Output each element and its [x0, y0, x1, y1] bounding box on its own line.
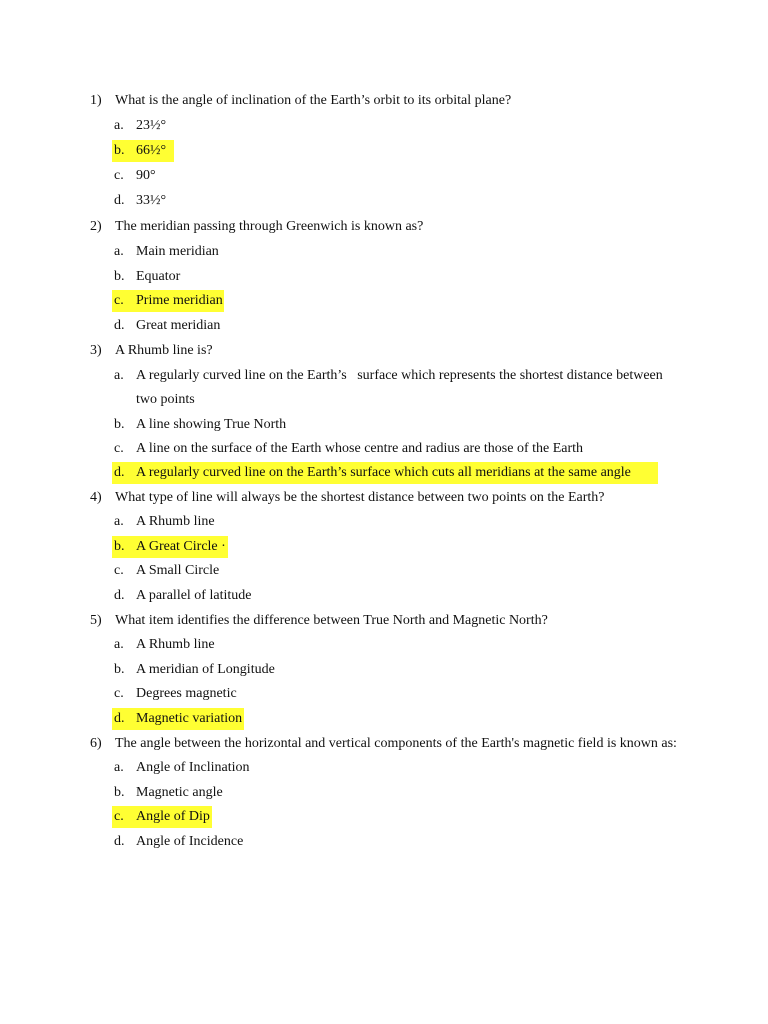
- question-1-option-b-correct: [112, 140, 174, 162]
- question-1-option-d: [114, 190, 194, 212]
- option-letter: b.: [114, 417, 125, 432]
- option-letter: b.: [114, 785, 125, 800]
- option-letter: a.: [114, 637, 124, 652]
- option-letter: b.: [114, 539, 125, 554]
- question-text: The meridian passing through Greenwich is known as?: [115, 219, 424, 234]
- option-letter: b.: [114, 269, 125, 284]
- option-letter: c.: [114, 686, 124, 701]
- option-text: A line showing True North: [136, 417, 287, 432]
- option-letter: c.: [114, 168, 124, 183]
- option-letter: d.: [114, 834, 125, 849]
- option-text: A regularly curved line on the Earth’s surface which cuts all meridians at the same angle: [136, 465, 631, 480]
- question-text: The angle between the horizontal and vertical components of the Earth's magnetic field is known as:: [115, 736, 677, 751]
- question-3-option-a: [114, 365, 674, 387]
- question-3-option-a-continuation: [136, 389, 336, 411]
- option-text: Angle of Inclination: [136, 760, 250, 775]
- option-letter: a.: [114, 118, 124, 133]
- option-text: A Great Circle ·: [136, 539, 226, 554]
- question-6-option-c-correct: [112, 806, 212, 828]
- question-4-option-d: [114, 585, 314, 607]
- option-text: A line on the surface of the Earth whose centre and radius are those of the Earth: [136, 441, 584, 456]
- option-letter: d.: [114, 193, 125, 208]
- option-text: A meridian of Longitude: [136, 662, 275, 677]
- option-letter: c.: [114, 809, 124, 824]
- question-4-option-b-correct: [112, 536, 228, 558]
- option-letter: c.: [114, 293, 124, 308]
- question-4: [90, 487, 710, 509]
- option-letter: a.: [114, 514, 124, 529]
- question-text: A Rhumb line is?: [115, 343, 213, 358]
- option-letter: a.: [114, 368, 124, 383]
- option-text: Angle of Incidence: [136, 834, 244, 849]
- option-text: Magnetic variation: [136, 711, 243, 726]
- option-letter: a.: [114, 244, 124, 259]
- question-4-option-c: [114, 560, 314, 582]
- option-text: A Rhumb line: [136, 637, 215, 652]
- question-6-option-b: [114, 782, 314, 804]
- question-5: [90, 610, 710, 632]
- question-1-option-c: [114, 165, 194, 187]
- question-6-option-a: [114, 757, 314, 779]
- question-number: 6): [90, 736, 102, 751]
- question-2-option-b: [114, 266, 314, 288]
- question-5-option-b: [114, 659, 334, 681]
- option-text: 66½°: [136, 143, 167, 158]
- option-letter: d.: [114, 465, 125, 480]
- question-5-option-c: [114, 683, 314, 705]
- question-2-option-c-correct: [112, 290, 224, 312]
- question-3-option-b: [114, 414, 514, 436]
- option-letter: c.: [114, 563, 124, 578]
- question-number: 5): [90, 613, 102, 628]
- question-number: 2): [90, 219, 102, 234]
- option-letter: b.: [114, 143, 125, 158]
- question-5-option-d-correct: [112, 708, 244, 730]
- option-text: Great meridian: [136, 318, 221, 333]
- question-6: [90, 733, 710, 755]
- question-number: 3): [90, 343, 102, 358]
- question-5-option-a: [114, 634, 314, 656]
- question-3-option-d-correct: [112, 462, 658, 484]
- option-text: 33½°: [136, 193, 167, 208]
- option-letter: b.: [114, 662, 125, 677]
- option-text: Angle of Dip: [136, 809, 210, 824]
- option-text: Prime meridian: [136, 293, 223, 308]
- option-letter: d.: [114, 711, 125, 726]
- question-4-option-a: [114, 511, 314, 533]
- option-letter: d.: [114, 318, 125, 333]
- option-text: A Small Circle: [136, 563, 220, 578]
- question-2: [90, 216, 710, 238]
- question-3: [90, 340, 710, 362]
- question-text: What item identifies the difference between True North and Magnetic North?: [115, 613, 548, 628]
- question-number: 1): [90, 93, 102, 108]
- option-text: A Rhumb line: [136, 514, 215, 529]
- option-text-continuation: two points: [136, 392, 195, 407]
- question-2-option-a: [114, 241, 314, 263]
- option-text: Degrees magnetic: [136, 686, 237, 701]
- question-text: What type of line will always be the shortest distance between two points on the Earth?: [115, 490, 605, 505]
- option-letter: a.: [114, 760, 124, 775]
- option-text: 23½°: [136, 118, 167, 133]
- question-text: What is the angle of inclination of the Earth’s orbit to its orbital plane?: [115, 93, 512, 108]
- option-text: 90°: [136, 168, 156, 183]
- option-text: Magnetic angle: [136, 785, 223, 800]
- question-1-option-a: [114, 115, 194, 137]
- option-letter: d.: [114, 588, 125, 603]
- option-letter: c.: [114, 441, 124, 456]
- option-text: Equator: [136, 269, 181, 284]
- option-text: A parallel of latitude: [136, 588, 252, 603]
- option-text: Main meridian: [136, 244, 219, 259]
- question-1: [90, 90, 710, 112]
- question-number: 4): [90, 490, 102, 505]
- question-3-option-c: [114, 438, 674, 460]
- option-text: A regularly curved line on the Earth’s surface which represents the shortest distance between: [136, 368, 663, 383]
- question-2-option-d: [114, 315, 314, 337]
- question-6-option-d: [114, 831, 314, 853]
